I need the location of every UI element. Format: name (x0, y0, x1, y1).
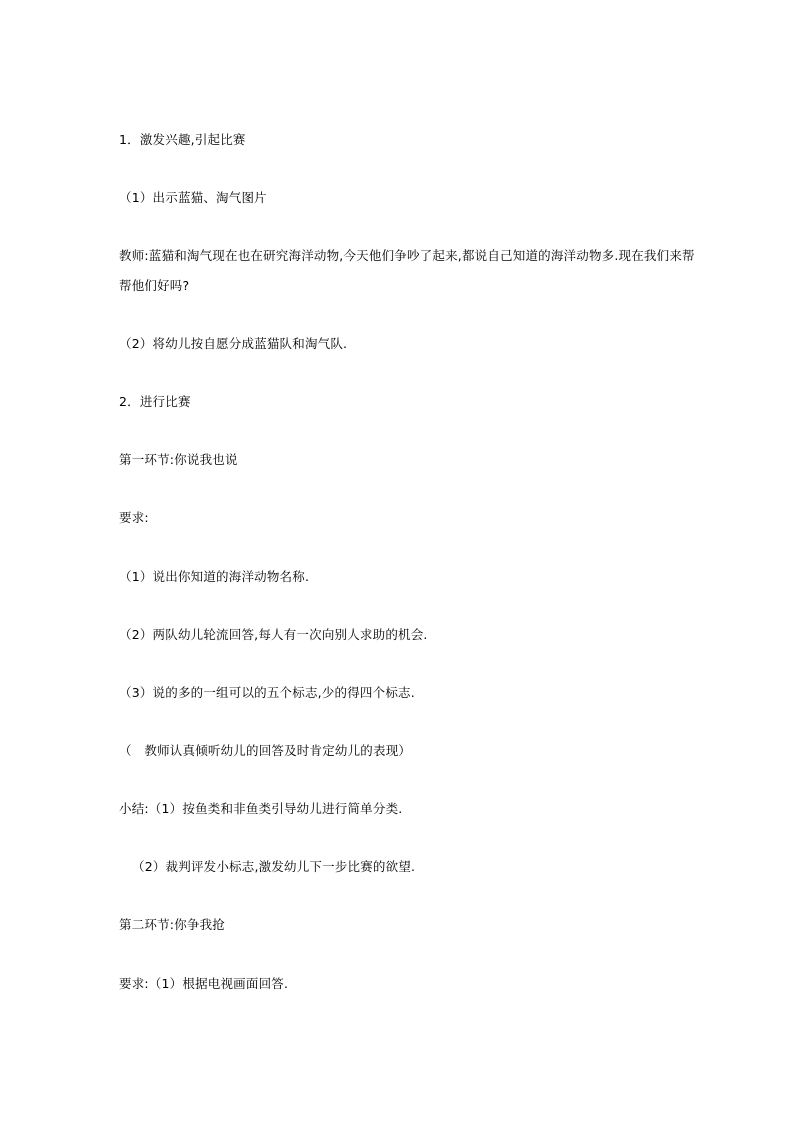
paragraph: （2）裁判评发小标志,激发幼儿下一步比赛的欲望. (132, 859, 416, 874)
paragraph: 教师:蓝猫和淘气现在也在研究海洋动物,今天他们争吵了起来,都说自己知道的海洋动物多.现在我们来帮 (119, 248, 695, 263)
paragraph: （2）将幼儿按自愿分成蓝猫队和淘气队. (119, 336, 348, 351)
paragraph: （3）说的多的一组可以的五个标志,少的得四个标志. (119, 685, 415, 700)
paragraph: （ 教师认真倾听幼儿的回答及时肯定幼儿的表现） (119, 743, 412, 758)
paragraph: 要求: (119, 510, 149, 525)
heading-1: 1．激发兴趣,引起比赛 (119, 132, 246, 147)
paragraph: 帮他们好吗? (119, 278, 190, 293)
paragraph: （1）出示蓝猫、淘气图片 (119, 190, 267, 205)
paragraph: 第二环节:你争我抢 (119, 917, 226, 932)
heading-2: 2．进行比赛 (119, 394, 191, 409)
paragraph: （2）两队幼儿轮流回答,每人有一次向别人求助的机会. (119, 627, 428, 642)
paragraph: （1）说出你知道的海洋动物名称. (119, 569, 310, 584)
paragraph: 第一环节:你说我也说 (119, 452, 238, 467)
paragraph: 小结:（1）按鱼类和非鱼类引导幼儿进行简单分类. (119, 801, 403, 816)
paragraph: 要求:（1）根据电视画面回答. (119, 976, 289, 991)
